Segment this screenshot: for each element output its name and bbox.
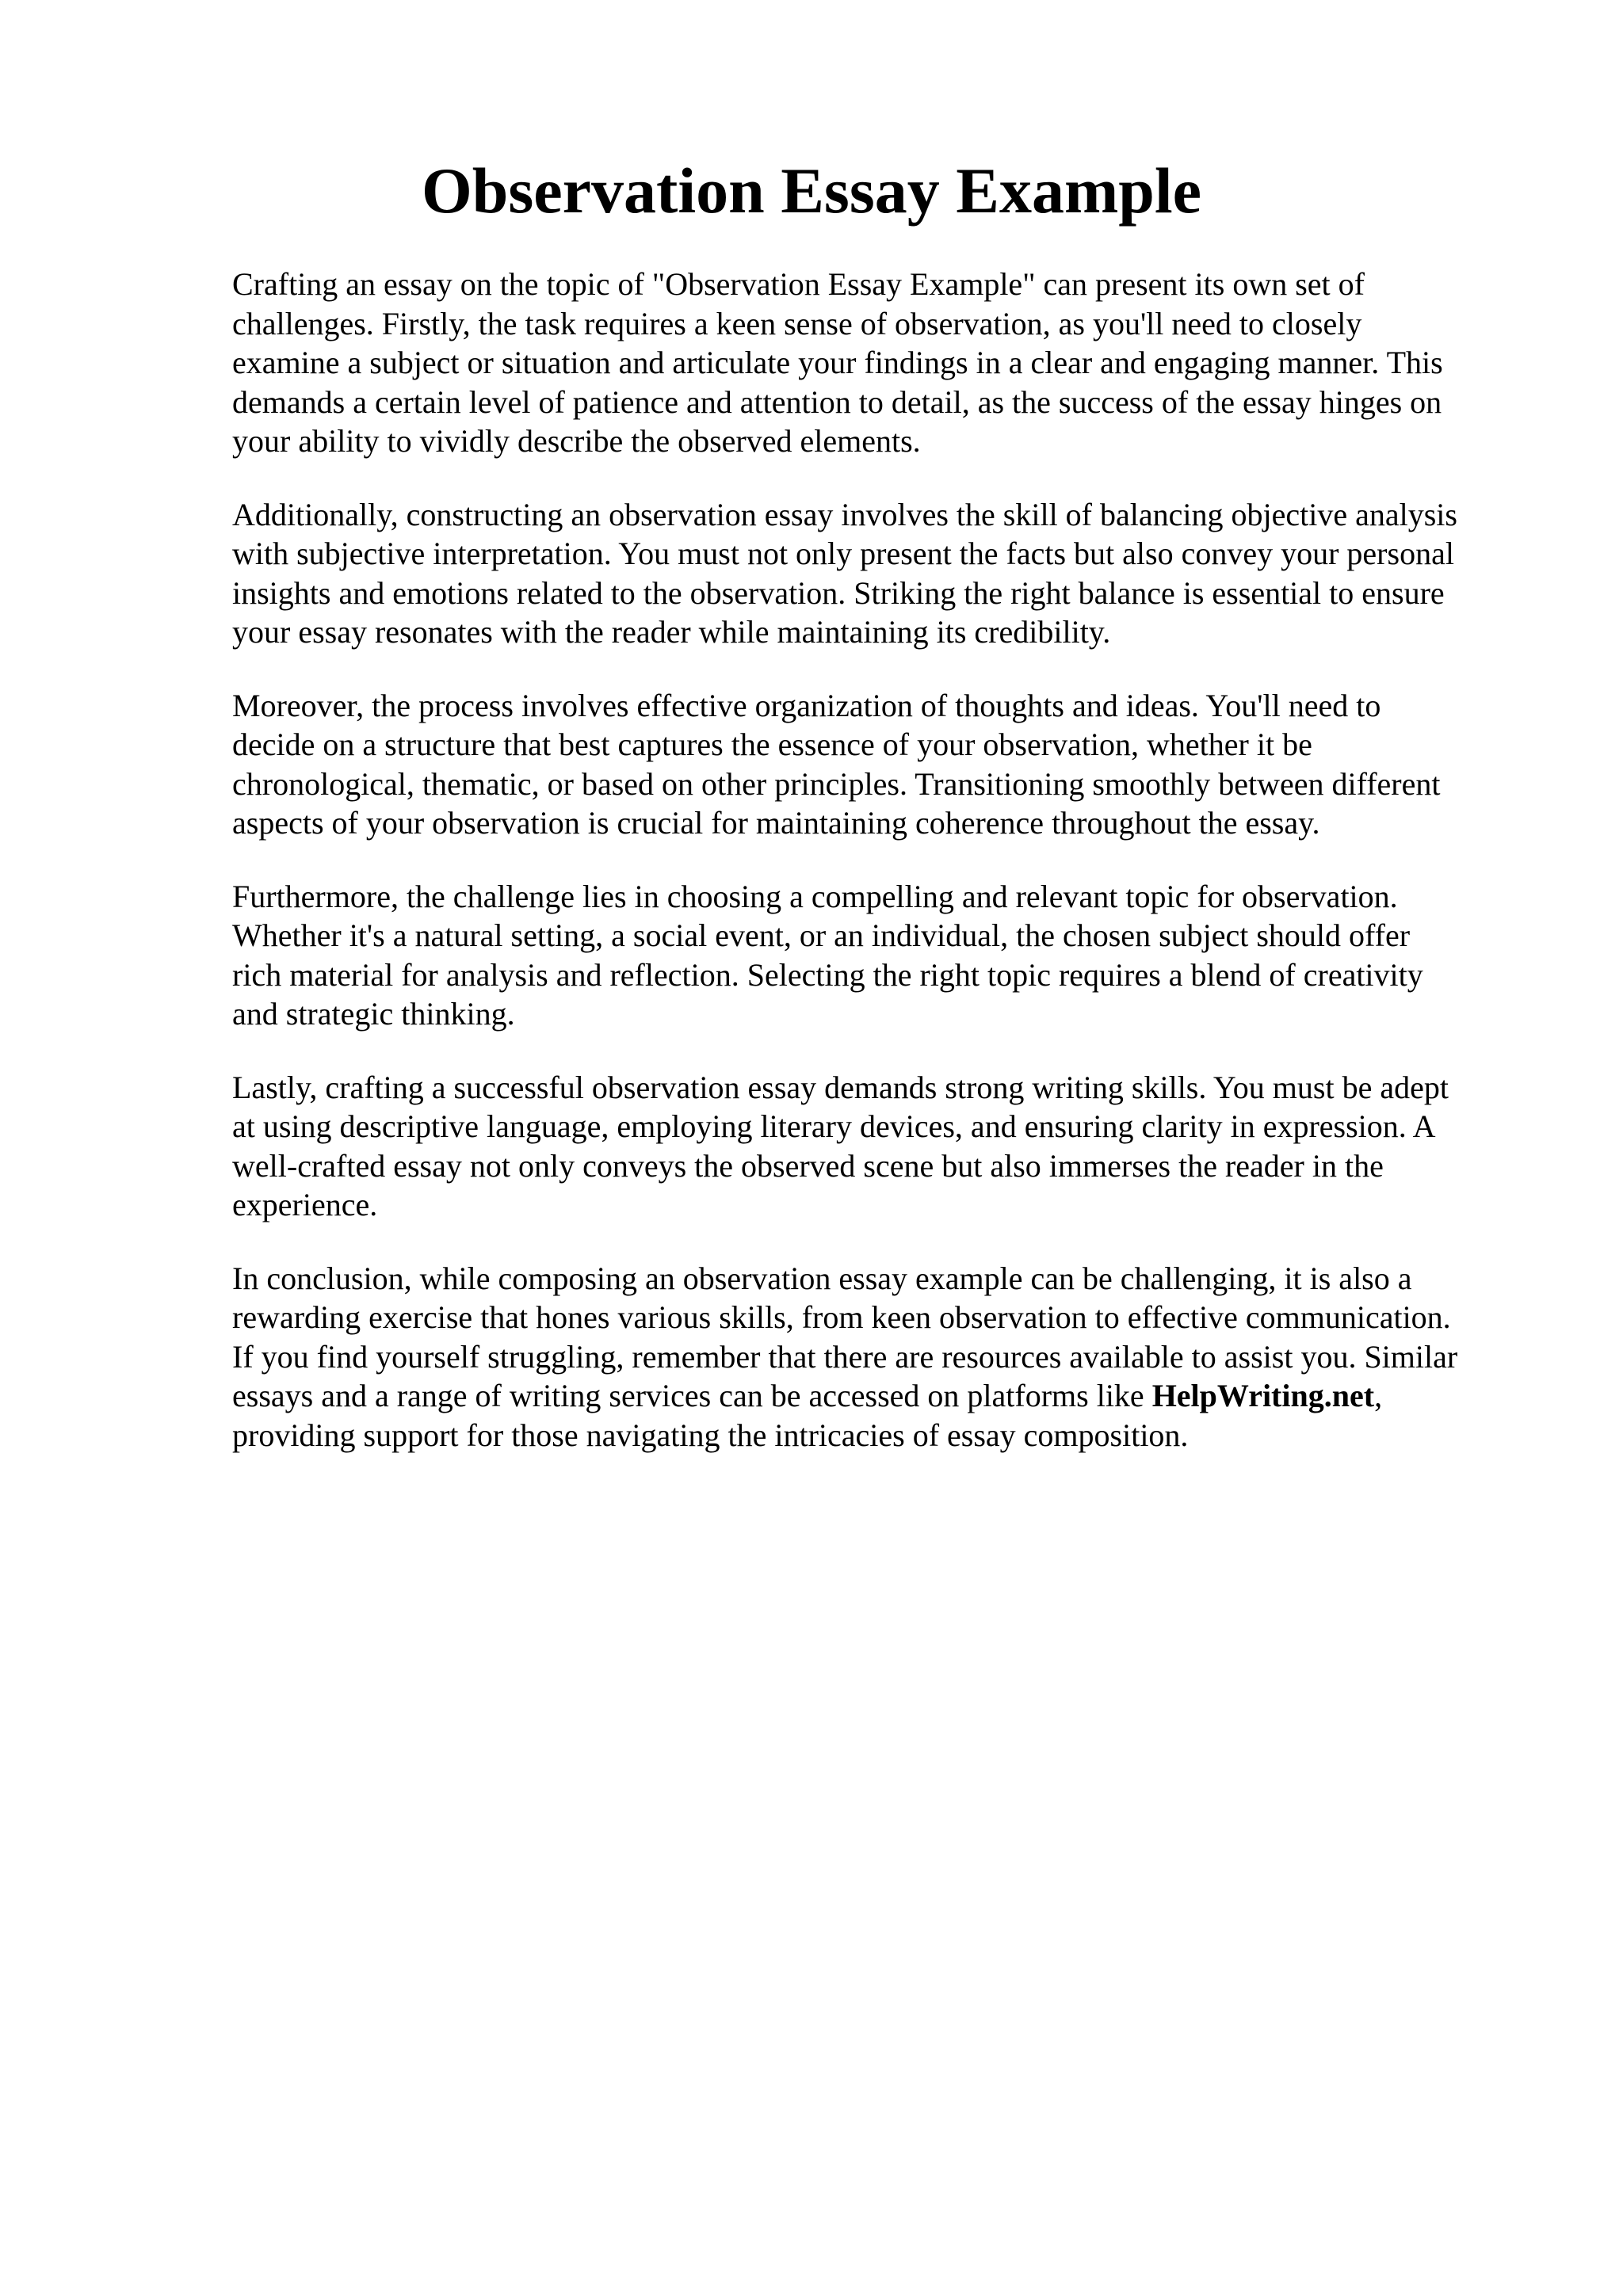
brand-line-prefix: essays and a range of writing services can be accessed on platforms like [232, 1378, 1152, 1413]
paragraph-line: your ability to vividly describe the observed elements. [232, 423, 921, 459]
paragraph-line: demands a certain level of patience and attention to detail, as the success of the essay hinges on [232, 383, 1442, 420]
paragraph-line: Furthermore, the challenge lies in choosing a compelling and relevant topic for observation. [232, 878, 1398, 914]
paragraph-line: If you find yourself struggling, remember that there are resources available to assist you. Similar [232, 1338, 1458, 1375]
paragraph-line: Crafting an essay on the topic of "Observation Essay Example" can present its own set of [232, 266, 1365, 302]
paragraph-line: aspects of your observation is crucial for maintaining coherence throughout the essay. [232, 805, 1320, 841]
paragraph-line: at using descriptive language, employing literary devices, and ensuring clarity in expression. A [232, 1108, 1436, 1144]
paragraph-6 [232, 1259, 1524, 1455]
paragraph-line: insights and emotions related to the observation. Striking the right balance is essential to ensure [232, 574, 1445, 611]
paragraph-line: with subjective interpretation. You must not only present the facts but also convey your personal [232, 536, 1454, 571]
paragraph-line: well-crafted essay not only conveys the observed scene but also immerses the reader in the [232, 1147, 1384, 1184]
paragraph-2 [232, 495, 1524, 652]
paragraph-line: your essay resonates with the reader while maintaining its credibility. [232, 614, 1111, 650]
paragraph-line: decide on a structure that best captures the essence of your observation, whether it be [232, 727, 1312, 762]
paragraph-line: examine a subject or situation and articulate your findings in a clear and engaging manner. This [232, 345, 1443, 380]
paragraph-line-with-brand [232, 1376, 1524, 1416]
paragraph-line: Lastly, crafting a successful observation essay demands strong writing skills. You must be adept [232, 1069, 1449, 1105]
paragraph-3 [232, 686, 1524, 843]
brand-line-suffix: , [1374, 1378, 1383, 1413]
paragraph-line: chronological, thematic, or based on other principles. Transitioning smoothly between different [232, 765, 1441, 802]
paragraph-5 [232, 1068, 1524, 1225]
paragraph-line: and strategic thinking. [232, 996, 515, 1032]
paragraph-line: In conclusion, while composing an observation essay example can be challenging, it is also a [232, 1260, 1412, 1296]
paragraph-line: rich material for analysis and reflection. Selecting the right topic requires a blend of creativity [232, 956, 1423, 993]
paragraph-line: providing support for those navigating the intricacies of essay composition. [232, 1417, 1189, 1453]
paragraph-1 [232, 265, 1524, 461]
paragraph-4 [232, 877, 1524, 1034]
paragraph-line: Additionally, constructing an observation essay involves the skill of balancing objective analysis [232, 496, 1457, 532]
paragraph-line: rewarding exercise that hones various skills, from keen observation to effective communication. [232, 1299, 1451, 1335]
paragraph-line: challenges. Firstly, the task requires a keen sense of observation, as you'll need to closely [232, 305, 1362, 341]
paragraph-line: Moreover, the process involves effective organization of thoughts and ideas. You'll need to [232, 687, 1381, 723]
paragraph-line: Whether it's a natural setting, a social event, or an individual, the chosen subject should offer [232, 917, 1411, 953]
paragraph-line: experience. [232, 1187, 378, 1222]
document-title: Observation Essay Example [421, 154, 1202, 227]
document-body [232, 265, 1524, 1489]
brand-name: HelpWriting.net [1151, 1378, 1375, 1413]
